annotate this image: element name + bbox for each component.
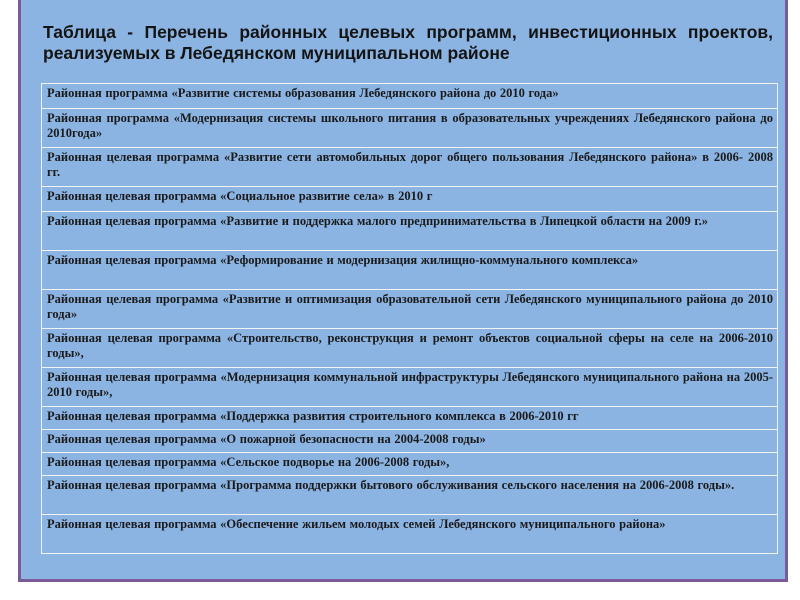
program-cell: Районная программа «Модернизация системы школьного питания в образовательных учреждениях Лебедянского района до 2010года» [42, 109, 778, 148]
table-row [42, 212, 778, 251]
table-row [42, 515, 778, 554]
program-cell: Районная целевая программа «О пожарной безопасности на 2004-2008 годы» [42, 430, 778, 453]
program-cell: Районная целевая программа «Развитие и поддержка малого предпринимательства в Липецкой области на 2009 г.» [42, 212, 778, 251]
program-cell: Районная целевая программа «Поддержка развития строительного комплекса в 2006-2010 гг [42, 407, 778, 430]
table-row [42, 430, 778, 453]
table-row [42, 109, 778, 148]
table-row [42, 453, 778, 476]
table-row [42, 290, 778, 329]
table-row [42, 148, 778, 187]
table-row [42, 84, 778, 109]
program-cell: Районная целевая программа «Реформирование и модернизация жилищно-коммунального комплекса» [42, 251, 778, 290]
program-cell: Районная целевая программа «Обеспечение жильем молодых семей Лебедянского муниципального района» [42, 515, 778, 554]
program-cell: Районная целевая программа «Модернизация коммунальной инфраструктуры Лебедянского муниципального района на 2005-2010 годы», [42, 368, 778, 407]
programs-table [41, 83, 778, 554]
slide-background [18, 0, 788, 582]
table-row [42, 407, 778, 430]
program-cell: Районная целевая программа «Программа поддержки бытового обслуживания сельского населения на 2006-2008 годы». [42, 476, 778, 515]
table-row [42, 251, 778, 290]
program-cell: Районная целевая программа «Развитие сети автомобильных дорог общего пользования Лебедянского района» в 2006- 2008 гг. [42, 148, 778, 187]
table-row [42, 368, 778, 407]
table-row [42, 476, 778, 515]
program-cell: Районная целевая программа «Развитие и оптимизация образовательной сети Лебедянского муниципального района до 2010 года» [42, 290, 778, 329]
program-cell: Районная целевая программа «Сельское подворье на 2006-2008 годы», [42, 453, 778, 476]
table-row [42, 329, 778, 368]
table-row [42, 187, 778, 212]
program-cell: Районная целевая программа «Социальное развитие села» в 2010 г [42, 187, 778, 212]
program-cell: Районная программа «Развитие системы образования Лебедянского района до 2010 года» [42, 84, 778, 109]
page-title: Таблица - Перечень районных целевых программ, инвестиционных проектов, реализуемых в Лебедянском муниципальном районе [43, 22, 773, 63]
program-cell: Районная целевая программа «Строительство, реконструкция и ремонт объектов социальной сферы на селе на 2006-2010 годы», [42, 329, 778, 368]
